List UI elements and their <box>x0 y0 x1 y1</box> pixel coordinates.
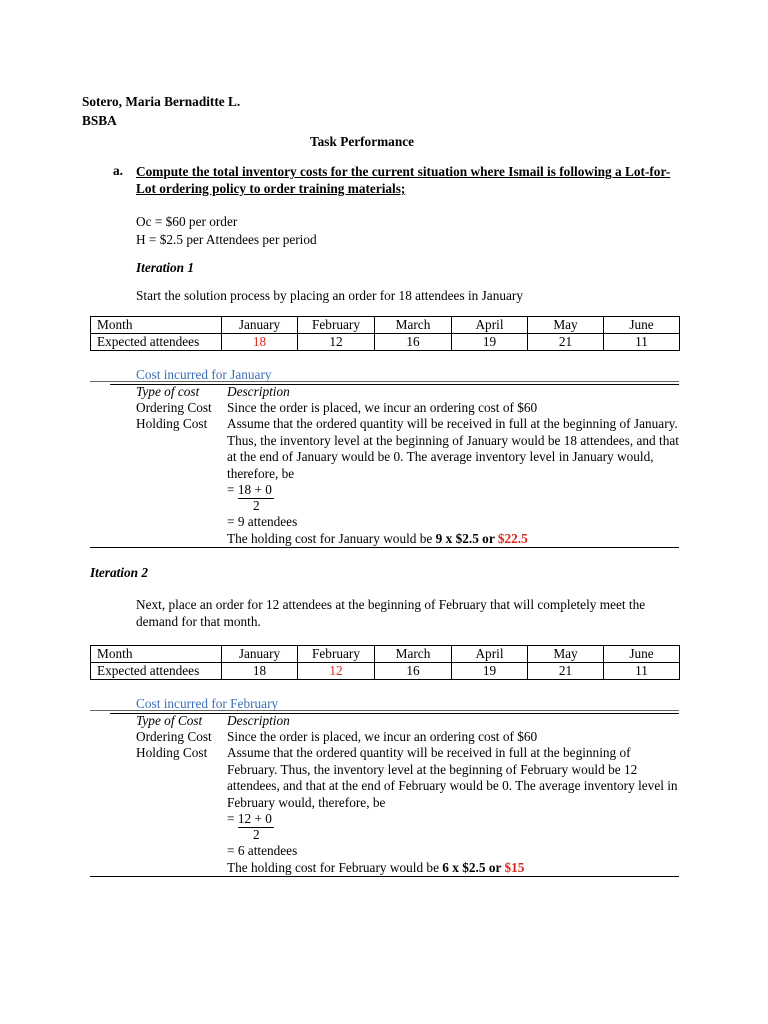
holding-cost-desc: Assume that the ordered quantity will be received in full at the beginning of February. Thus, the inventory level at the beginning of February would be 12 attendees, and that at the end of February would be 0. The average inventory level in February would, therefore, be <box>227 745 678 810</box>
attendee-cell: 12 <box>298 334 375 351</box>
col-desc-header: Description <box>227 384 290 399</box>
attendee-cell: 11 <box>604 663 680 680</box>
attendee-cell: 19 <box>452 663 528 680</box>
row-label: Expected attendees <box>91 334 222 351</box>
cost-heading-1: Cost incurred for January <box>136 367 272 382</box>
holding-cost-label: Holding Cost <box>136 416 208 431</box>
formula-numerator: = 18 + 0 <box>227 482 272 497</box>
holding-cost-value: $22.5 <box>497 531 528 546</box>
holding-cost-given: H = $2.5 per Attendees per period <box>136 232 317 247</box>
holding-cost-summary <box>227 860 524 877</box>
demand-table-2 <box>90 645 680 680</box>
attendee-cell: 21 <box>528 334 604 351</box>
ordering-cost-desc: Since the order is placed, we incur an ordering cost of $60 <box>227 400 538 415</box>
month-cell: March <box>375 646 452 663</box>
ordering-cost-desc: Since the order is placed, we incur an ordering cost of $60 <box>227 729 538 744</box>
month-cell: January <box>222 646 298 663</box>
question-letter: a. <box>113 163 123 178</box>
divider <box>90 710 679 711</box>
attendee-cell: 21 <box>528 663 604 680</box>
month-cell: February <box>298 317 375 334</box>
average-inventory-result: = 9 attendees <box>227 514 298 529</box>
holding-cost-calc: 6 x $2.5 or <box>442 860 505 875</box>
cost-heading-2: Cost incurred for February <box>136 696 279 711</box>
row-label: Month <box>91 646 222 663</box>
ordering-cost-given: Oc = $60 per order <box>136 214 238 229</box>
ordering-cost-label: Ordering Cost <box>136 400 212 415</box>
average-inventory-result: = 6 attendees <box>227 843 298 858</box>
iteration-2-title: Iteration 2 <box>90 565 148 580</box>
formula-numerator: = 12 + 0 <box>227 811 272 826</box>
col-type-header: Type of cost <box>136 384 200 399</box>
attendee-cell-highlighted: 18 <box>222 334 298 351</box>
holding-cost-text: The holding cost for January would be <box>227 531 436 546</box>
formula-denominator: 2 <box>253 827 260 842</box>
demand-table-1 <box>90 316 680 351</box>
attendee-cell-highlighted: 12 <box>298 663 375 680</box>
table-row-attendees <box>91 663 680 680</box>
divider <box>90 547 679 548</box>
table-row-months <box>91 317 680 334</box>
table-row-months <box>91 646 680 663</box>
month-cell: May <box>528 317 604 334</box>
month-cell: February <box>298 646 375 663</box>
attendee-cell: 19 <box>452 334 528 351</box>
holding-cost-desc: Assume that the ordered quantity will be received in full at the beginning of January. Thus, the inventory level at the beginning of January would be 18 attendees, and that at the end of January would be 0. The average inventory level in January would, therefore, be <box>227 416 679 481</box>
attendee-cell: 18 <box>222 663 298 680</box>
month-cell: April <box>452 646 528 663</box>
divider <box>90 381 679 382</box>
holding-cost-calc: 9 x $2.5 or <box>435 531 498 546</box>
question-text: Compute the total inventory costs for the current situation where Ismail is following a Lot-for-Lot ordering policy to order training materials; <box>136 164 671 196</box>
holding-cost-text: The holding cost for February would be <box>227 860 443 875</box>
iteration-2-intro: Next, place an order for 12 attendees at the beginning of February that will completely meet the demand for that month. <box>136 597 646 629</box>
formula-denominator: 2 <box>253 498 260 513</box>
col-desc-header: Description <box>227 713 290 728</box>
holding-cost-summary <box>227 531 528 548</box>
iteration-1-title: Iteration 1 <box>136 260 194 275</box>
table-row-attendees <box>91 334 680 351</box>
program: BSBA <box>82 113 117 128</box>
holding-cost-label: Holding Cost <box>136 745 208 760</box>
ordering-cost-label: Ordering Cost <box>136 729 212 744</box>
iteration-1-intro: Start the solution process by placing an order for 18 attendees in January <box>136 288 523 303</box>
document-title: Task Performance <box>310 134 415 149</box>
col-type-header: Type of Cost <box>136 713 203 728</box>
month-cell: April <box>452 317 528 334</box>
divider <box>90 876 679 877</box>
student-name: Sotero, Maria Bernaditte L. <box>82 94 241 109</box>
month-cell: June <box>604 646 680 663</box>
month-cell: May <box>528 646 604 663</box>
month-cell: January <box>222 317 298 334</box>
attendee-cell: 11 <box>604 334 680 351</box>
month-cell: March <box>375 317 452 334</box>
month-cell: June <box>604 317 680 334</box>
row-label: Month <box>91 317 222 334</box>
attendee-cell: 16 <box>375 663 452 680</box>
holding-cost-value: $15 <box>504 860 525 875</box>
attendee-cell: 16 <box>375 334 452 351</box>
row-label: Expected attendees <box>91 663 222 680</box>
